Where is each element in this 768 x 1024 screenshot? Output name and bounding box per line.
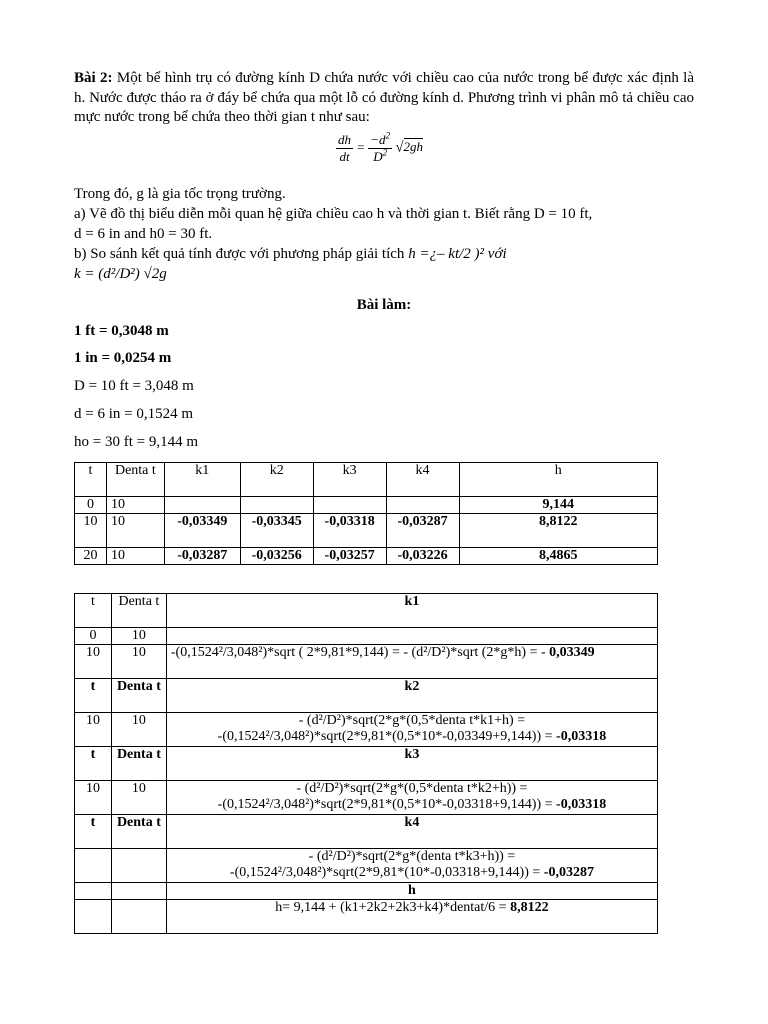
table-row (75, 900, 658, 934)
k2-title: k2 (166, 679, 657, 713)
k2-value: -0,03318 (556, 729, 607, 744)
k1-formula-text: -(0,1524²/3,048²)*sqrt ( 2*9,81*9,144) = - (d²/D²)*sqrt (2*g*h) = - (170, 645, 546, 660)
where-line: Trong đó, g là gia tốc trọng trường. (74, 186, 286, 202)
calculation-table (74, 593, 658, 934)
cell-k2: -0,03345 (240, 514, 313, 548)
header-denta-t: Denta t (111, 747, 166, 781)
part-b-formula: h =¿– kt/2 )² với (408, 246, 507, 262)
results-header-row (75, 463, 658, 497)
cell-denta-t: 10 (111, 645, 166, 679)
part-a-line-2: d = 6 in and h0 = 30 ft. (74, 226, 213, 242)
cell-k3: -0,03318 (313, 514, 386, 548)
k4-formula-line-1: - (d²/D²)*sqrt(2*g*(denta t*k3+h)) = (308, 849, 516, 864)
conversion-ft: 1 ft = 0,3048 m (74, 323, 169, 339)
value-D: D = 10 ft = 3,048 m (74, 378, 194, 394)
cell-h: 8,8122 (459, 514, 657, 548)
k2-formula-line-1: - (d²/D²)*sqrt(2*g*(0,5*denta t*k1+h) = (298, 713, 526, 728)
solution-heading: Bài làm: (356, 297, 412, 313)
k3-formula (166, 781, 657, 815)
cell-t: 0 (75, 628, 112, 645)
k3-title: k3 (166, 747, 657, 781)
k4-formula-text: -(0,1524²/3,048²)*sqrt(2*9,81*(10*-0,03318+9,144)) = (229, 865, 541, 880)
cell-empty (75, 883, 112, 900)
k2-formula (166, 713, 657, 747)
value-ho: ho = 30 ft = 9,144 m (74, 434, 198, 450)
table-row (75, 514, 658, 548)
h-formula (166, 900, 657, 934)
table-row (75, 548, 658, 565)
cell-denta-t: 10 (111, 781, 166, 815)
k3-value: -0,03318 (556, 797, 607, 812)
h-formula-text: h= 9,144 + (k1+2k2+2k3+k4)*dentat/6 = (275, 900, 507, 915)
value-d: d = 6 in = 0,1524 m (74, 406, 194, 422)
cell-h: 9,144 (459, 497, 657, 514)
k4-formula-line-2 (167, 865, 657, 881)
cell-k2: -0,03256 (240, 548, 313, 565)
table-row (75, 849, 658, 883)
cell-t: 10 (75, 514, 107, 548)
conversion-in: 1 in = 0,0254 m (74, 350, 172, 366)
h-title: h (166, 883, 657, 900)
h-value: 8,8122 (510, 900, 549, 915)
cell-k4 (386, 497, 459, 514)
cell-empty (166, 628, 657, 645)
cell-t: 20 (75, 548, 107, 565)
cell-k4: -0,03287 (386, 514, 459, 548)
header-denta-t: Denta t (111, 815, 166, 849)
results-table (74, 462, 658, 565)
header-h: h (459, 463, 657, 497)
cell-k3 (313, 497, 386, 514)
header-k4: k4 (386, 463, 459, 497)
cell-empty (111, 849, 166, 883)
cell-denta-t: 10 (111, 713, 166, 747)
table-row (75, 645, 658, 679)
k1-formula (166, 645, 657, 679)
calc-header-k2 (75, 679, 658, 713)
cell-t: 10 (75, 713, 112, 747)
cell-denta-t: 10 (106, 514, 164, 548)
k3-formula-line-1: - (d²/D²)*sqrt(2*g*(0,5*denta t*k2+h)) = (296, 781, 528, 796)
header-t: t (75, 747, 112, 781)
table-row (75, 713, 658, 747)
cell-empty (111, 900, 166, 934)
problem-heading: Bài 2: (74, 70, 113, 86)
header-t: t (75, 679, 112, 713)
k4-value: -0,03287 (543, 865, 594, 880)
cell-k1: -0,03287 (164, 548, 240, 565)
header-denta-t: Denta t (111, 594, 166, 628)
cell-empty (75, 849, 112, 883)
table-row (75, 497, 658, 514)
k3-formula-line-2 (167, 797, 657, 813)
header-t: t (75, 463, 107, 497)
header-k1: k1 (164, 463, 240, 497)
cell-empty (111, 883, 166, 900)
header-denta-t: Denta t (111, 679, 166, 713)
k3-formula-text: -(0,1524²/3,048²)*sqrt(2*9,81*(0,5*10*-0,03318+9,144)) = (217, 797, 553, 812)
part-b-prefix: b) So sánh kết quả tính được với phương pháp giải tích (74, 246, 405, 262)
header-t: t (75, 815, 112, 849)
header-k2: k2 (240, 463, 313, 497)
k1-title: k1 (166, 594, 657, 628)
header-denta-t: Denta t (106, 463, 164, 497)
calc-header-k1 (75, 594, 658, 628)
calc-header-k4 (75, 815, 658, 849)
cell-denta-t: 10 (106, 497, 164, 514)
k1-value: 0,03349 (549, 645, 595, 660)
calc-header-h (75, 883, 658, 900)
k-definition: k = (d²/D²) √2g (74, 266, 167, 282)
cell-h: 8,4865 (459, 548, 657, 565)
table-row (75, 781, 658, 815)
problem-intro (74, 69, 694, 128)
k4-formula (166, 849, 657, 883)
k4-title: k4 (166, 815, 657, 849)
part-b-line (74, 246, 507, 263)
table-row (75, 628, 658, 645)
problem-intro-text: Một bể hình trụ có đường kính D chứa nước với chiều cao của nước trong bể được xác định là h. Nước được tháo ra ở đáy bể chứa qua một lỗ có đường kính d. Phương trình vi phân mô tả chiều cao mực nước trong bể chứa theo thời gian t như sau: (74, 70, 694, 125)
cell-t: 10 (75, 781, 112, 815)
cell-denta-t: 10 (111, 628, 166, 645)
cell-t: 0 (75, 497, 107, 514)
cell-t: 10 (75, 645, 112, 679)
k2-formula-line-2 (167, 729, 657, 745)
part-a-line-1: a) Vẽ đồ thị biểu diễn mỗi quan hệ giữa chiều cao h và thời gian t. Biết rằng D = 10 ft, (74, 206, 593, 222)
cell-k2 (240, 497, 313, 514)
cell-k3: -0,03257 (313, 548, 386, 565)
calc-header-k3 (75, 747, 658, 781)
k2-formula-text: -(0,1524²/3,048²)*sqrt(2*9,81*(0,5*10*-0,03349+9,144)) = (217, 729, 553, 744)
header-t: t (75, 594, 112, 628)
cell-k4: -0,03226 (386, 548, 459, 565)
cell-denta-t: 10 (106, 548, 164, 565)
differential-equation: $\frac{dh}{dt}$ = $\frac{-d^2}{D^2}$ √2gh (338, 130, 424, 164)
header-k3: k3 (313, 463, 386, 497)
cell-k1 (164, 497, 240, 514)
cell-empty (75, 900, 112, 934)
cell-k1: -0,03349 (164, 514, 240, 548)
